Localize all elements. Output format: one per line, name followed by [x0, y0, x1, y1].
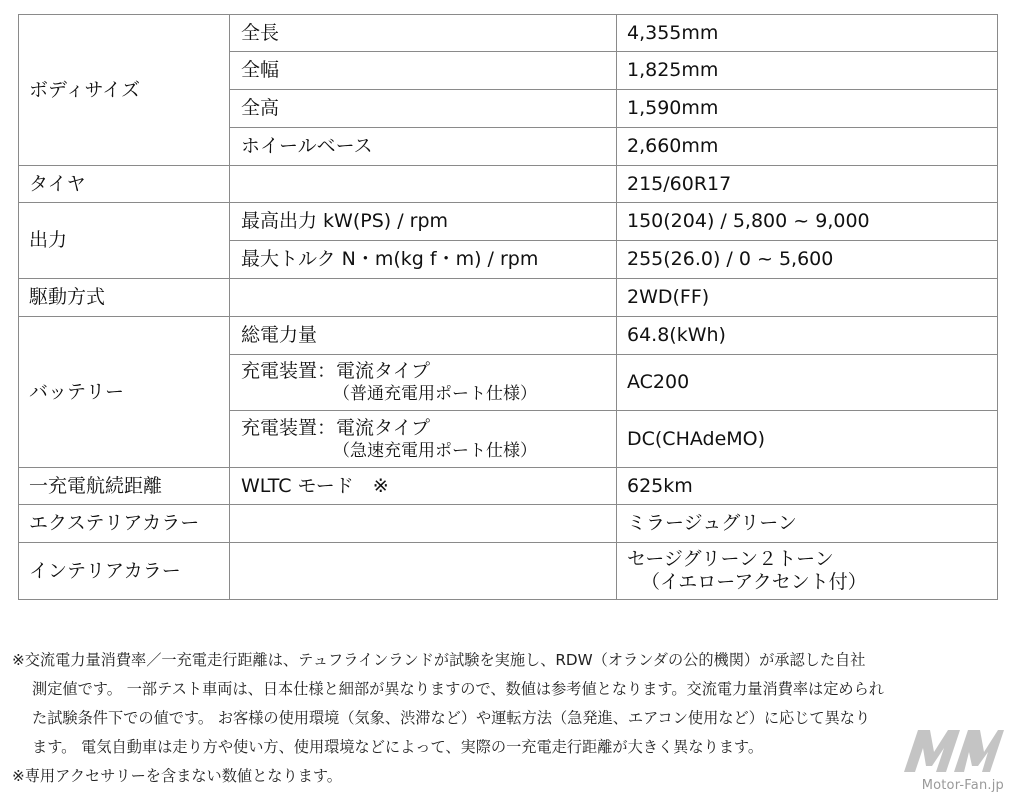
item-cell — [230, 411, 617, 468]
value-cell: 4,355mm — [617, 15, 998, 52]
item-cell: 最高出力 kW(PS) / rpm — [230, 203, 617, 241]
item-cell: WLTC モード ※ — [230, 468, 617, 505]
item-main: 充電装置：電流タイプ — [241, 360, 431, 382]
value-cell: 2,660mm — [617, 128, 998, 166]
category-cell: ボディサイズ — [19, 15, 230, 166]
footnote-line: ます。 電気自動車は走り方や使い方、使用環境などによって、実際の一充電走行距離が大きく異なります。 — [32, 738, 764, 756]
value-cell: 150(204) / 5,800 ~ 9,000 — [617, 203, 998, 241]
value-sub: （イエローアクセント付） — [641, 571, 867, 593]
item-cell — [230, 166, 617, 203]
item-cell — [230, 355, 617, 411]
item-cell — [230, 279, 617, 317]
item-cell: 全高 — [230, 90, 617, 128]
table-row — [19, 468, 998, 505]
value-cell: 625km — [617, 468, 998, 505]
table-row — [19, 203, 998, 241]
table-row — [19, 279, 998, 317]
category-cell: 一充電航続距離 — [19, 468, 230, 505]
item-cell: 総電力量 — [230, 317, 617, 355]
category-cell: タイヤ — [19, 166, 230, 203]
footnote-line: た試験条件下での値です。 お客様の使用環境（気象、渋滞など）や運転方法（急発進、エアコン使用など）に応じて異なり — [32, 709, 871, 727]
item-cell: 全幅 — [230, 52, 617, 90]
value-cell: 215/60R17 — [617, 166, 998, 203]
footnote-line: ※交流電力量消費率／一充電走行距離は、テュフラインランドが試験を実施し、RDW（オランダの公的機関）が承認した自社 — [12, 651, 866, 669]
table-row — [19, 505, 998, 543]
value-cell: 1,825mm — [617, 52, 998, 90]
item-sub: （急速充電用ポート仕様） — [333, 440, 537, 461]
value-cell: 1,590mm — [617, 90, 998, 128]
table-row — [19, 317, 998, 355]
item-cell — [230, 543, 617, 600]
value-cell: 255(26.0) / 0 ~ 5,600 — [617, 241, 998, 279]
table-row — [19, 543, 998, 600]
category-cell: バッテリー — [19, 317, 230, 468]
motor-fan-logo-icon — [896, 722, 1006, 778]
footnotes — [12, 646, 1012, 791]
item-cell: 全長 — [230, 15, 617, 52]
table-row — [19, 166, 998, 203]
item-cell: 最大トルク N・m(kg f・m) / rpm — [230, 241, 617, 279]
footnote-line: 測定値です。 一部テスト車両は、日本仕様と細部が異なりますので、数値は参考値となります。交流電力量消費率は定められ — [32, 680, 884, 698]
item-cell: ホイールベース — [230, 128, 617, 166]
value-cell: AC200 — [617, 355, 998, 411]
category-cell: 出力 — [19, 203, 230, 279]
category-cell: 駆動方式 — [19, 279, 230, 317]
footnote-line: ※専用アクセサリーを含まない数値となります。 — [12, 767, 342, 785]
category-cell: エクステリアカラー — [19, 505, 230, 543]
value-cell — [617, 543, 998, 600]
item-cell — [230, 505, 617, 543]
table-row — [19, 15, 998, 52]
category-cell: インテリアカラー — [19, 543, 230, 600]
watermark-text: Motor-Fan.jp — [921, 778, 1004, 793]
value-cell: DC(CHAdeMO) — [617, 411, 998, 468]
value-main: セージグリーン２トーン — [627, 548, 834, 570]
item-main: 充電装置：電流タイプ — [241, 416, 431, 439]
item-sub: （普通充電用ポート仕様） — [333, 384, 537, 404]
spec-table — [18, 14, 998, 600]
value-cell: ミラージュグリーン — [617, 505, 998, 543]
value-cell: 2WD(FF) — [617, 279, 998, 317]
value-cell: 64.8(kWh) — [617, 317, 998, 355]
